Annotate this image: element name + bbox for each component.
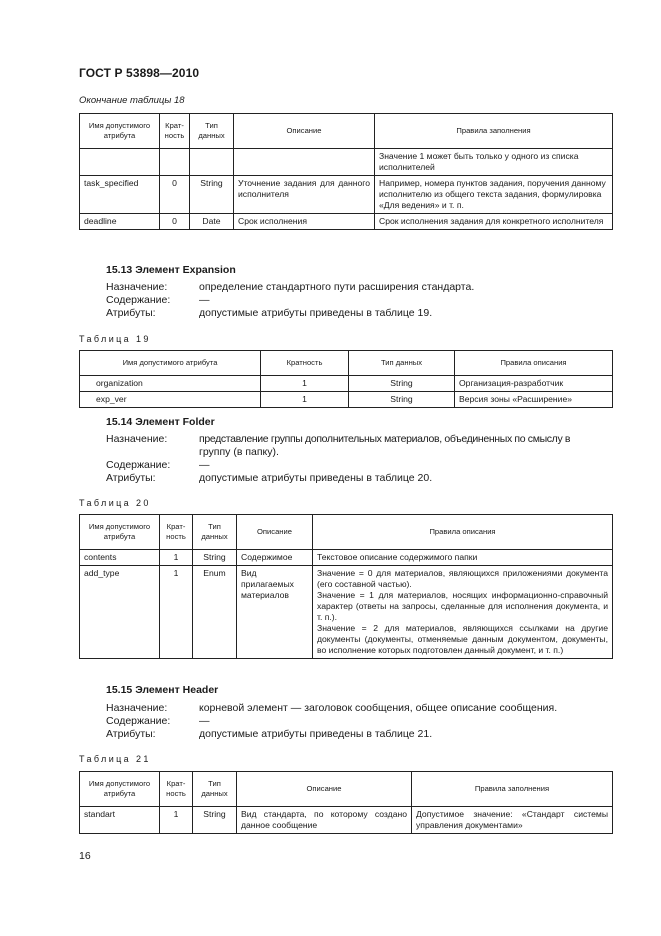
document-header: ГОСТ Р 53898—2010 xyxy=(79,66,200,80)
cell-rules xyxy=(313,566,613,659)
cell-name: task_specified xyxy=(80,176,160,214)
field-value: — xyxy=(199,459,210,471)
column-header: Описание xyxy=(237,515,313,550)
section-title-header: 15.15 Элемент Header xyxy=(106,684,219,696)
column-header: Имя допустимого атрибута xyxy=(80,114,160,149)
cell-multiplicity: 1 xyxy=(160,566,193,659)
rule-value-2: Значение = 2 для материалов, являющихся ссылками на другие документы (документы, отменяемые данным документом, документы, во исполнение которых подготовлен данный документ, и т. п.) xyxy=(317,623,608,655)
column-header: Кратность xyxy=(261,351,349,376)
cell-type: String xyxy=(193,550,237,566)
column-header: Крат-ность xyxy=(160,772,193,807)
table-row xyxy=(80,149,613,176)
field-label: Назначение: xyxy=(106,433,168,445)
table-row xyxy=(80,807,613,834)
cell-name xyxy=(80,149,160,176)
field-value: — xyxy=(199,715,210,727)
cell-rules: Срок исполнения задания для конкретного исполнителя xyxy=(375,214,613,230)
cell-multiplicity xyxy=(160,149,190,176)
cell-type: String xyxy=(193,807,237,834)
field-value: — xyxy=(199,294,210,306)
table-header-row xyxy=(80,515,613,550)
field-label: Назначение: xyxy=(106,281,168,293)
cell-rules: Например, номера пунктов задания, поручения данному исполнителю из общего текста задания, формулировка «Для ведения» и т. п. xyxy=(375,176,613,214)
field-value: представление группы дополнительных материалов, объединенных по смыслу в xyxy=(199,433,571,445)
column-header: Описание xyxy=(234,114,375,149)
cell-type: Date xyxy=(190,214,234,230)
column-header: Имя допустимого атрибута xyxy=(80,351,261,376)
column-header: Крат-ность xyxy=(160,515,193,550)
cell-description: Содержимое xyxy=(237,550,313,566)
column-header: Крат-ность xyxy=(160,114,190,149)
field-value: допустимые атрибуты приведены в таблице 19. xyxy=(199,307,433,319)
cell-rules: Значение 1 может быть только у одного из списка исполнителей xyxy=(375,149,613,176)
cell-multiplicity: 1 xyxy=(261,376,349,392)
cell-rules: Текстовое описание содержимого папки xyxy=(313,550,613,566)
cell-name: add_type xyxy=(80,566,160,659)
cell-rules: Версия зоны «Расширение» xyxy=(455,392,613,408)
table-19 xyxy=(79,350,613,408)
page-number: 16 xyxy=(79,850,91,862)
field-value: допустимые атрибуты приведены в таблице 21. xyxy=(199,728,433,740)
field-label: Атрибуты: xyxy=(106,728,156,740)
field-label: Содержание: xyxy=(106,459,171,471)
cell-multiplicity: 0 xyxy=(160,214,190,230)
cell-description: Уточнение задания для данного исполнителя xyxy=(234,176,375,214)
cell-name: standart xyxy=(80,807,160,834)
field-label: Атрибуты: xyxy=(106,307,156,319)
table-row xyxy=(80,214,613,230)
column-header: Правила описания xyxy=(313,515,613,550)
cell-type: String xyxy=(190,176,234,214)
section-title-folder: 15.14 Элемент Folder xyxy=(106,416,215,428)
column-header: Тип данных xyxy=(193,515,237,550)
field-label: Содержание: xyxy=(106,294,171,306)
cell-rules: Организация-разработчик xyxy=(455,376,613,392)
table-20 xyxy=(79,514,613,659)
cell-multiplicity: 1 xyxy=(160,550,193,566)
table-19-caption: Таблица 19 xyxy=(79,334,151,344)
cell-type: String xyxy=(349,392,455,408)
cell-name: contents xyxy=(80,550,160,566)
field-value: определение стандартного пути расширения стандарта. xyxy=(199,281,475,293)
table-row xyxy=(80,550,613,566)
section-title-expansion: 15.13 Элемент Expansion xyxy=(106,264,236,276)
cell-name: organization xyxy=(80,376,261,392)
cell-description: Вид стандарта, по которому создано данное сообщение xyxy=(237,807,412,834)
cell-description: Вид прилагаемых материалов xyxy=(237,566,313,659)
cell-name: exp_ver xyxy=(80,392,261,408)
table-row xyxy=(80,176,613,214)
column-header: Имя допустимого атрибута xyxy=(80,772,160,807)
column-header: Тип данных xyxy=(190,114,234,149)
column-header: Тип данных xyxy=(193,772,237,807)
cell-type: String xyxy=(349,376,455,392)
table-18-continuation-caption: Окончание таблицы 18 xyxy=(79,95,185,106)
table-header-row xyxy=(80,351,613,376)
column-header: Правила заполнения xyxy=(375,114,613,149)
table-21 xyxy=(79,771,613,834)
field-label: Содержание: xyxy=(106,715,171,727)
cell-type xyxy=(190,149,234,176)
field-label: Назначение: xyxy=(106,702,168,714)
cell-type: Enum xyxy=(193,566,237,659)
cell-name: deadline xyxy=(80,214,160,230)
field-value: группу (в папку). xyxy=(199,446,279,458)
field-label: Атрибуты: xyxy=(106,472,156,484)
cell-multiplicity: 1 xyxy=(261,392,349,408)
cell-multiplicity: 0 xyxy=(160,176,190,214)
table-18 xyxy=(79,113,613,230)
table-header-row xyxy=(80,772,613,807)
table-20-caption: Таблица 20 xyxy=(79,498,151,508)
column-header: Правила описания xyxy=(455,351,613,376)
cell-multiplicity: 1 xyxy=(160,807,193,834)
table-21-caption: Таблица 21 xyxy=(79,754,151,764)
table-row xyxy=(80,392,613,408)
table-row xyxy=(80,376,613,392)
column-header: Правила заполнения xyxy=(412,772,613,807)
table-header-row xyxy=(80,114,613,149)
field-value: допустимые атрибуты приведены в таблице 20. xyxy=(199,472,433,484)
rule-value-1: Значение = 1 для материалов, носящих информационно-справочный характер (ответы на запросы, сделанные для исполнения документа, и т. п.). xyxy=(317,590,608,622)
column-header: Описание xyxy=(237,772,412,807)
column-header: Тип данных xyxy=(349,351,455,376)
cell-description xyxy=(234,149,375,176)
column-header: Имя допустимого атрибута xyxy=(80,515,160,550)
rule-value-0: Значение = 0 для материалов, являющихся приложениями документа (его составной частью). xyxy=(317,568,608,589)
table-row xyxy=(80,566,613,659)
cell-description: Срок исполнения xyxy=(234,214,375,230)
cell-rules: Допустимое значение: «Стандарт системы управления документами» xyxy=(412,807,613,834)
field-value: корневой элемент — заголовок сообщения, общее описание сообщения. xyxy=(199,702,558,714)
